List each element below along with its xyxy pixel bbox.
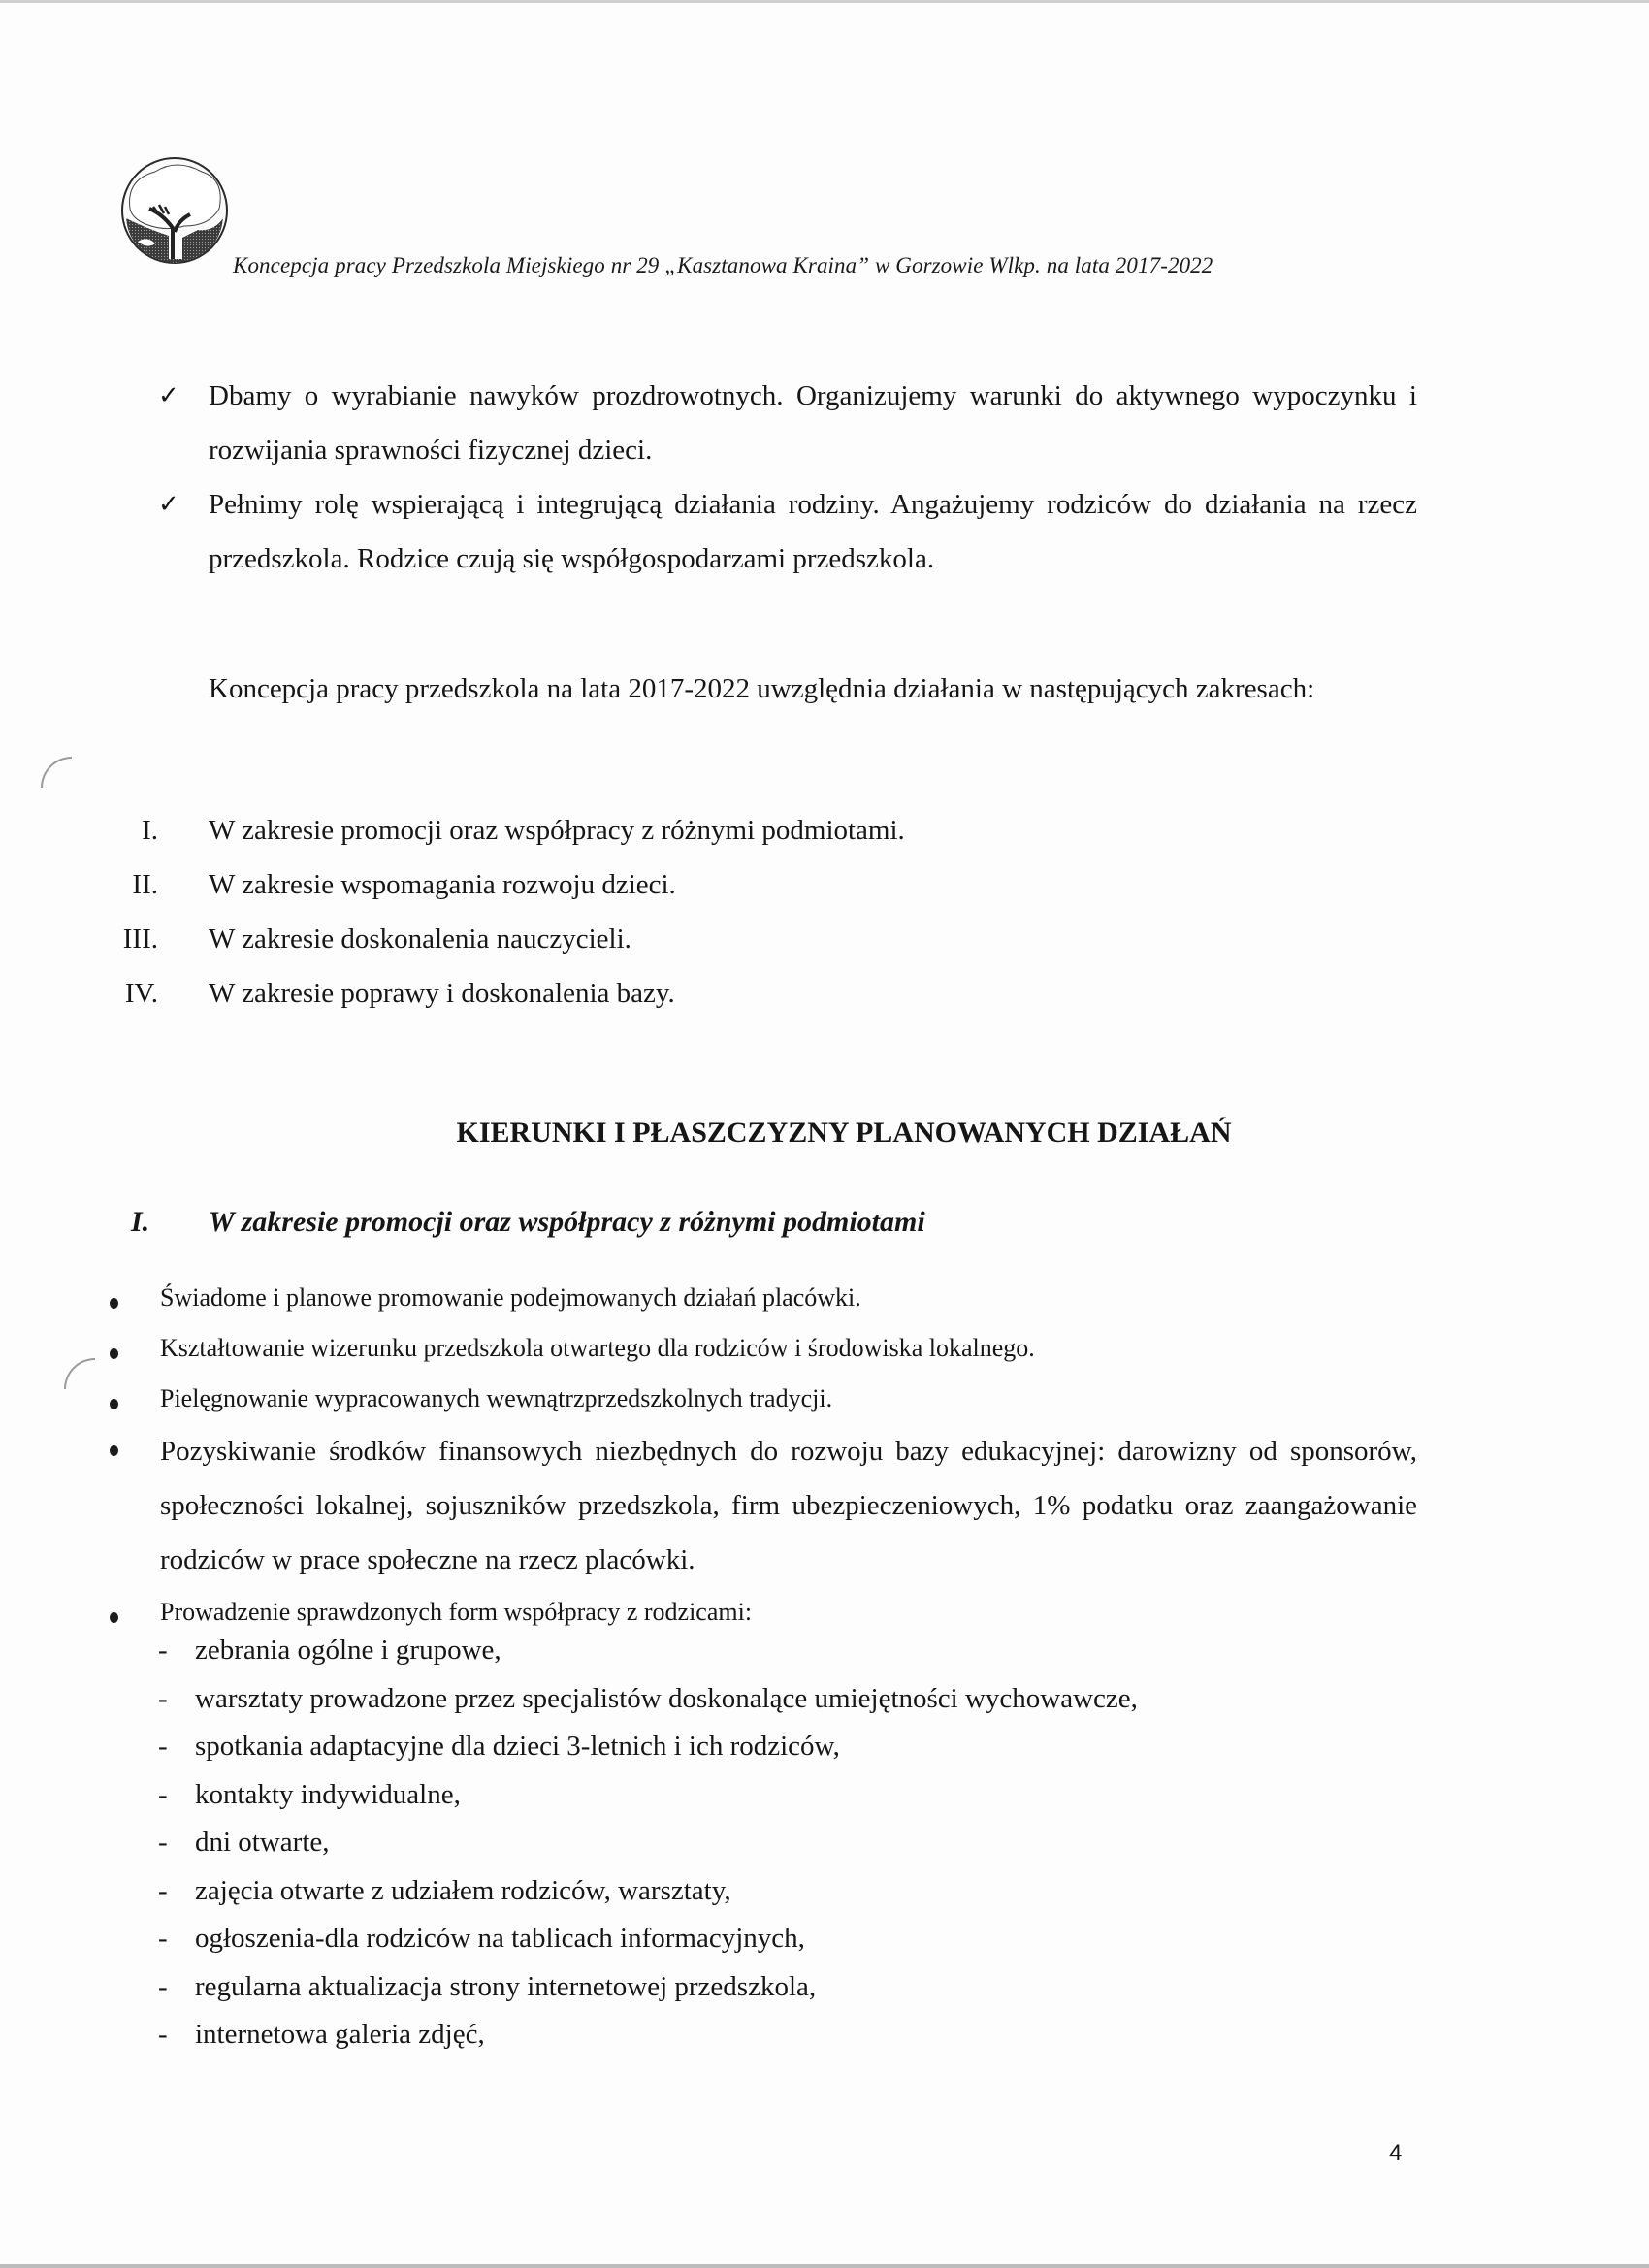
bullet-item — [110, 1374, 1417, 1424]
scan-punch-mark — [41, 757, 72, 788]
cooperation-form-text: regularna aktualizacja strony internetowej przedszkola, — [195, 1970, 817, 2002]
cooperation-form-item — [158, 1627, 1371, 1675]
bullet-item-text: Prowadzenie sprawdzonych form współpracy z rodzicami: — [160, 1598, 753, 1626]
scan-edge-top — [0, 0, 1649, 3]
cooperation-form-item — [158, 1915, 1371, 1963]
checkmark-icon: ✓ — [158, 381, 179, 409]
cooperation-form-text: warsztaty prowadzone przez specjalistów doskonalące umiejętności wychowawcze, — [195, 1682, 1138, 1714]
scope-text: W zakresie poprawy i doskonalenia bazy. — [209, 978, 675, 1009]
dash-marker: - — [158, 1682, 168, 1714]
cooperation-form-item — [158, 1675, 1371, 1724]
scope-number: II. — [132, 869, 158, 900]
cooperation-form-text: spotkania adaptacyjne dla dzieci 3-letnich i ich rodziców, — [195, 1731, 840, 1762]
checkmark-icon: ✓ — [158, 490, 179, 518]
cooperation-form-text: ogłoszenia-dla rodziców na tablicach informacyjnych, — [195, 1923, 805, 1954]
scan-edge-bottom — [0, 2264, 1649, 2268]
cooperation-form-item — [158, 1867, 1371, 1916]
bullet-dot-icon — [110, 1348, 118, 1359]
dash-marker: - — [158, 1731, 168, 1762]
scope-number: III. — [122, 923, 158, 955]
dash-marker: - — [158, 1635, 168, 1666]
scope-text: W zakresie promocji oraz współpracy z różnymi podmiotami. — [209, 815, 905, 846]
bullet-item — [110, 1323, 1417, 1374]
subsection-number: I. — [131, 1206, 150, 1238]
scope-item — [110, 858, 1371, 912]
checklist-item — [158, 369, 1417, 477]
dash-marker: - — [158, 1923, 168, 1954]
promotion-bullet-list — [110, 1273, 1417, 1637]
bullet-dot-icon — [110, 1298, 118, 1309]
scope-text: W zakresie doskonalenia nauczycieli. — [209, 923, 631, 955]
scope-list — [110, 803, 1371, 1021]
bullet-dot-icon — [110, 1612, 118, 1623]
subsection-heading — [131, 1195, 925, 1249]
cooperation-form-text: dni otwarte, — [195, 1827, 330, 1858]
cooperation-form-item — [158, 1819, 1371, 1867]
cooperation-form-text: internetowa galeria zdjęć, — [195, 2019, 485, 2050]
document-title-header: Koncepcja pracy Przedszkola Miejskiego nr 29 „Kasztanowa Kraina” w Gorzowie Wlkp. na lata 2017-2022 — [233, 253, 1213, 277]
dash-marker: - — [158, 1874, 168, 1906]
checklist-item — [158, 477, 1417, 586]
values-checklist — [158, 369, 1417, 586]
dash-marker: - — [158, 2019, 168, 2050]
dash-marker: - — [158, 1827, 168, 1858]
scope-item — [110, 803, 1371, 858]
checklist-item-text: Dbamy o wyrabianie nawyków prozdrowotnych. Organizujemy warunki do aktywnego wypoczynku i rozwijania sprawności fizycznej dzieci. — [209, 380, 1417, 466]
scope-item — [110, 912, 1371, 966]
subsection-title: W zakresie promocji oraz współpracy z różnymi podmiotami — [209, 1206, 925, 1238]
bullet-dot-icon — [110, 1445, 118, 1456]
intro-text: Koncepcja pracy przedszkola na lata 2017-2022 uwzględnia działania w następujących zakresach: — [209, 673, 1315, 704]
cooperation-form-item — [158, 1771, 1371, 1820]
scope-item — [110, 966, 1371, 1021]
cooperation-form-text: zajęcia otwarte z udziałem rodziców, warsztaty, — [195, 1874, 731, 1906]
page-header — [116, 150, 1416, 296]
cooperation-forms-list — [158, 1627, 1371, 2059]
bullet-item — [110, 1424, 1417, 1587]
dash-marker: - — [158, 1778, 168, 1810]
page-number: 4 — [1389, 2140, 1403, 2166]
bullet-item-text: Świadome i planowe promowanie podejmowanych działań placówki. — [160, 1283, 861, 1312]
cooperation-form-text: kontakty indywidualne, — [195, 1778, 461, 1810]
kindergarten-chestnut-tree-logo-icon — [116, 150, 242, 276]
scan-punch-mark — [64, 1358, 95, 1389]
cooperation-form-item — [158, 1723, 1371, 1771]
bullet-item-text: Pielęgnowanie wypracowanych wewnątrzprzedszkolnych tradycji. — [160, 1384, 833, 1412]
bullet-item-text: Pozyskiwanie środków finansowych niezbędnych do rozwoju bazy edukacyjnej: darowizny od sponsorów, społeczności lokalnej, sojuszników przedszkola, firm ubezpieczeniowych, 1% podatku oraz zaangażowanie rodziców w prace społeczne na rzecz placówki. — [160, 1436, 1417, 1575]
intro-paragraph — [110, 662, 1417, 716]
scope-number: I. — [142, 815, 158, 846]
bullet-dot-icon — [110, 1399, 118, 1409]
cooperation-form-text: zebrania ogólne i grupowe, — [195, 1635, 501, 1666]
cooperation-form-item — [158, 1963, 1371, 2012]
bullet-item-text: Kształtowanie wizerunku przedszkola otwartego dla rodziców i środowiska lokalnego. — [160, 1334, 1035, 1362]
cooperation-form-item — [158, 2011, 1371, 2059]
bullet-item — [110, 1273, 1417, 1323]
checklist-item-text: Pełnimy rolę wspierającą i integrującą działania rodziny. Angażujemy rodziców do działania na rzecz przedszkola. Rodzice czują się współgospodarzami przedszkola. — [209, 489, 1417, 574]
scope-text: W zakresie wspomagania rozwoju dzieci. — [209, 869, 676, 900]
section-heading: KIERUNKI I PŁASZCZYZNY PLANOWANYCH DZIAŁAŃ — [456, 1117, 1232, 1149]
scope-number: IV. — [124, 978, 158, 1009]
dash-marker: - — [158, 1970, 168, 2002]
